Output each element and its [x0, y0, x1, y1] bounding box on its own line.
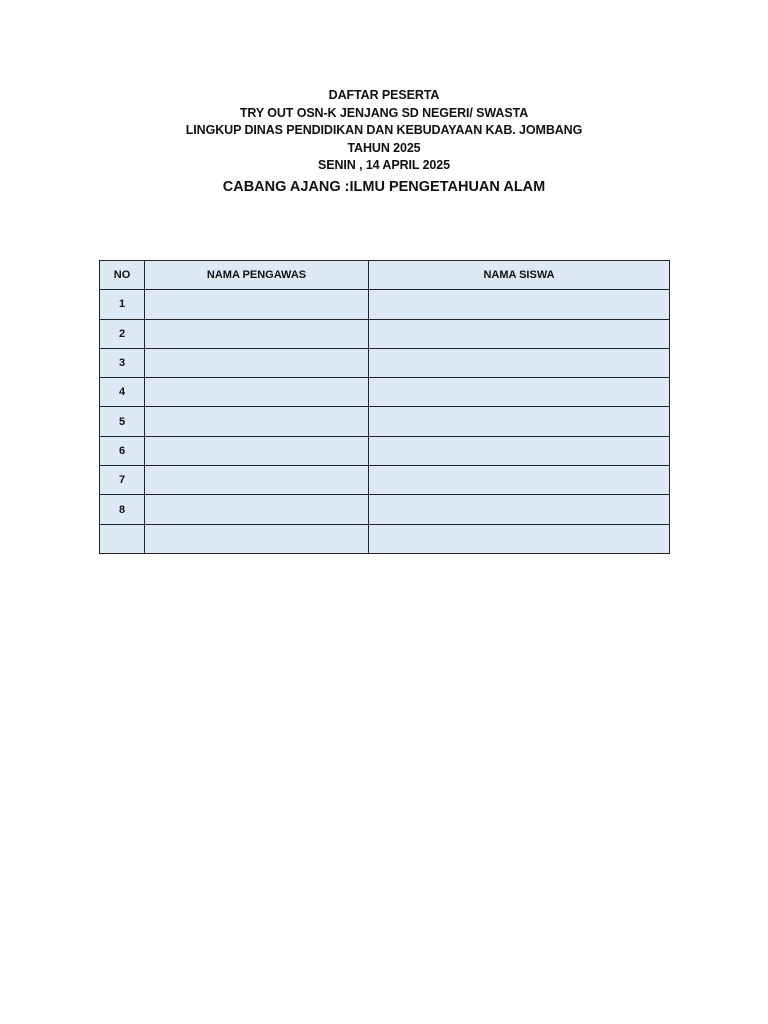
table-row [100, 495, 670, 524]
cell-no: 7 [100, 466, 145, 495]
cell-siswa [369, 436, 670, 465]
cell-siswa [369, 378, 670, 407]
doc-title: DAFTAR PESERTA [328, 88, 440, 102]
cell-pengawas [145, 524, 369, 553]
table-row [100, 348, 670, 377]
table-row [100, 524, 670, 553]
cell-pengawas [145, 378, 369, 407]
cell-siswa [369, 407, 670, 436]
table-row [100, 319, 670, 348]
cell-no: 1 [100, 290, 145, 319]
column-header-siswa: NAMA SISWA [369, 261, 670, 290]
cell-pengawas [145, 436, 369, 465]
cell-no: 6 [100, 436, 145, 465]
cell-pengawas [145, 348, 369, 377]
cell-siswa [369, 348, 670, 377]
cell-pengawas [145, 290, 369, 319]
table-row [100, 290, 670, 319]
table-row [100, 378, 670, 407]
cell-no: 5 [100, 407, 145, 436]
year-line: TAHUN 2025 [347, 140, 421, 155]
table-row [100, 466, 670, 495]
table-row [100, 436, 670, 465]
cell-siswa [369, 495, 670, 524]
cell-pengawas [145, 466, 369, 495]
cell-pengawas [145, 407, 369, 436]
document-header [0, 87, 768, 198]
event-title: TRY OUT OSN-K JENJANG SD NEGERI/ SWASTA [239, 105, 529, 120]
cell-pengawas [145, 495, 369, 524]
cell-siswa [369, 524, 670, 553]
cell-siswa [369, 290, 670, 319]
cell-no: 8 [100, 495, 145, 524]
organizer-line: LINGKUP DINAS PENDIDIKAN DAN KEBUDAYAAN KAB. JOMBANG [185, 123, 583, 137]
cell-siswa [369, 466, 670, 495]
column-header-no: NO [100, 261, 145, 290]
cell-siswa [369, 319, 670, 348]
date-line: SENIN , 14 APRIL 2025 [318, 158, 450, 172]
table-row [100, 407, 670, 436]
cell-pengawas [145, 319, 369, 348]
cell-no [100, 524, 145, 553]
cell-no: 3 [100, 348, 145, 377]
participant-table [99, 260, 670, 554]
cell-no: 4 [100, 378, 145, 407]
subject-heading: CABANG AJANG :ILMU PENGETAHUAN ALAM [222, 178, 546, 195]
table-header-row [100, 261, 670, 290]
cell-no: 2 [100, 319, 145, 348]
column-header-pengawas: NAMA PENGAWAS [145, 261, 369, 290]
